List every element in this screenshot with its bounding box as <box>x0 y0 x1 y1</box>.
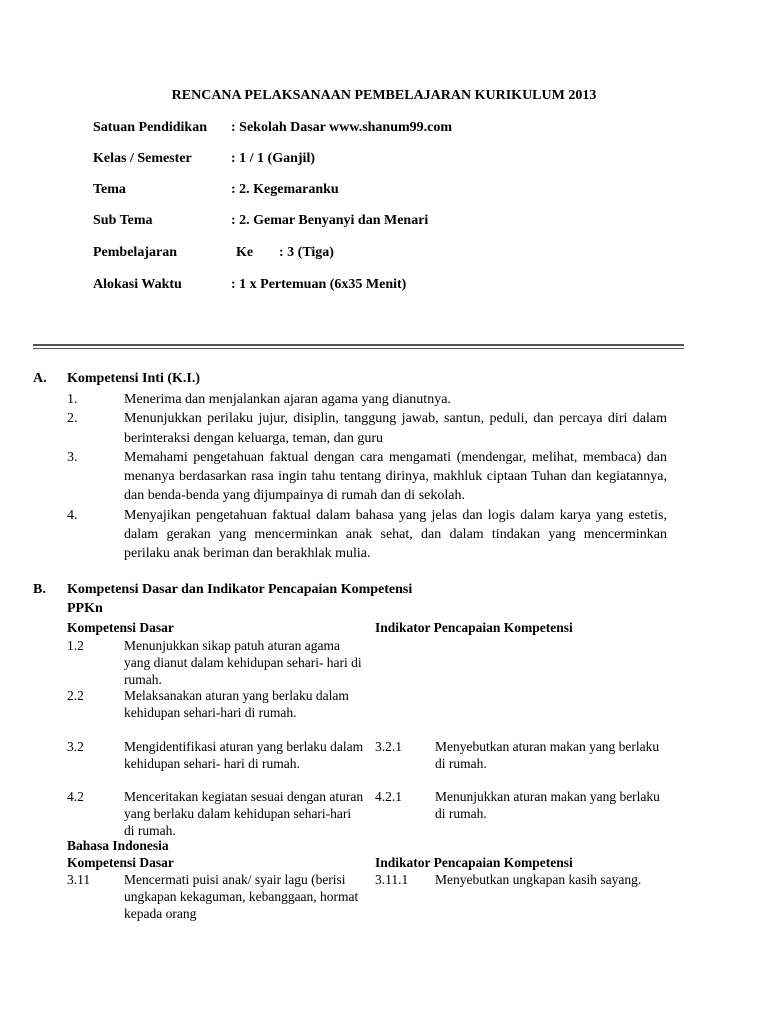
section-b-letter: B. <box>33 582 46 597</box>
identity-value: : 3 (Tiga) <box>279 245 334 260</box>
divider-thick <box>33 344 684 346</box>
identity-value: : 2. Gemar Benyanyi dan Menari <box>231 213 429 228</box>
identity-label: Alokasi Waktu <box>93 277 182 292</box>
ip-text: Menyebutkan ungkapan kasih sayang. <box>435 872 642 887</box>
identity-label: Tema <box>93 182 126 197</box>
list-item <box>67 409 667 448</box>
identity-value: : 1 x Pertemuan (6x35 Menit) <box>231 277 407 292</box>
kd-number: 1.2 <box>67 638 84 653</box>
column-header-ip: Indikator Pencapaian Kompetensi <box>375 855 573 870</box>
list-item <box>67 448 667 506</box>
list-item-text: Menunjukkan perilaku jujur, disiplin, tanggung jawab, santun, peduli, dan percaya diri dalam berinteraksi dengan keluarga, teman, dan guru <box>124 411 667 446</box>
section-a-heading: Kompetensi Inti (K.I.) <box>67 371 200 386</box>
list-item-number: 4. <box>67 507 78 523</box>
ip-number: 3.11.1 <box>375 872 409 887</box>
identity-label: Sub Tema <box>93 213 153 228</box>
ip-text: Menyebutkan aturan makan yang berlaku di rumah. <box>435 739 660 771</box>
identity-label: Satuan Pendidikan <box>93 120 207 135</box>
kd-number: 2.2 <box>67 688 84 703</box>
divider-thin <box>33 348 684 349</box>
section-a-letter: A. <box>33 371 47 386</box>
column-header-ip: Indikator Pencapaian Kompetensi <box>375 620 573 635</box>
identity-label: Pembelajaran <box>93 245 177 260</box>
kompetensi-inti-list <box>67 390 667 564</box>
list-item-number: 1. <box>67 392 78 407</box>
list-item <box>67 506 667 564</box>
ip-number: 4.2.1 <box>375 789 402 804</box>
identity-value: : Sekolah Dasar www.shanum99.com <box>231 120 453 135</box>
list-item-number: 2. <box>67 411 78 427</box>
list-item-number: 3. <box>67 449 78 465</box>
kd-text: Mencermati puisi anak/ syair lagu (berisi ungkapan kekaguman, kebanggaan, hormat kepada orang <box>124 872 359 921</box>
list-item-text: Menerima dan menjalankan ajaran agama yang dianutnya. <box>124 392 451 407</box>
identity-value: : 1 / 1 (Ganjil) <box>231 151 315 166</box>
column-header-kd: Kompetensi Dasar <box>67 855 174 870</box>
document-title: RENCANA PELAKSANAAN PEMBELAJARAN KURIKULUM 2013 <box>171 88 597 103</box>
kd-number: 3.11 <box>67 872 91 887</box>
identity-value: : 2. Kegemaranku <box>231 182 339 197</box>
ip-number: 3.2.1 <box>375 739 402 754</box>
identity-ke: Ke <box>236 245 254 260</box>
kd-text: Menceritakan kegiatan sesuai dengan aturan yang berlaku dalam kehidupan sehari-hari di rumah. <box>124 789 364 838</box>
list-item <box>67 390 667 409</box>
kd-number: 3.2 <box>67 739 84 754</box>
list-item-text: Menyajikan pengetahuan faktual dalam bahasa yang jelas dan logis dalam karya yang estetis, dalam gerakan yang mencerminkan anak sehat, dan dalam tindakan yang mencerminkan perilaku anak beriman dan berakhlak mulia. <box>124 507 667 562</box>
ip-text: Menunjukkan aturan makan yang berlaku di rumah. <box>435 789 660 821</box>
subject-bahasa-indonesia: Bahasa Indonesia <box>67 838 169 853</box>
kd-text: Melaksanakan aturan yang berlaku dalam kehidupan sehari-hari di rumah. <box>124 688 349 720</box>
list-item-text: Memahami pengetahuan faktual dengan cara mengamati (mendengar, melihat, membaca) dan menanya berdasarkan rasa ingin tahu tentang dirinya, makhluk ciptaan Tuhan dan kegiatannya, dan benda-benda yang dijumpainya di rumah dan di sekolah. <box>124 449 667 504</box>
kd-text: Mengidentifikasi aturan yang berlaku dalam kehidupan sehari- hari di rumah. <box>124 739 364 771</box>
subject-ppkn: PPKn <box>67 601 103 616</box>
section-b-heading: Kompetensi Dasar dan Indikator Pencapaian Kompetensi <box>67 582 413 597</box>
identity-label: Kelas / Semester <box>93 151 192 166</box>
kd-number: 4.2 <box>67 789 84 804</box>
column-header-kd: Kompetensi Dasar <box>67 620 174 635</box>
kd-text: Menunjukkan sikap patuh aturan agama yang dianut dalam kehidupan sehari- hari di rumah. <box>124 638 362 687</box>
